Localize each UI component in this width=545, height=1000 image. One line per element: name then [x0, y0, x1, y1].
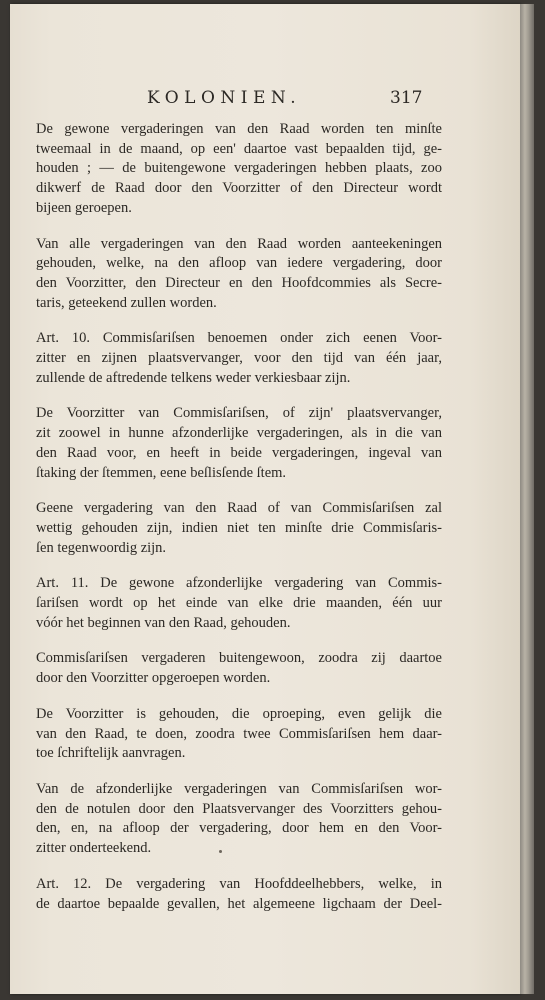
- text-line: van den Raad, te doen, zoodra twee Commisſariſsen hem daar-: [36, 725, 442, 742]
- text-line: Art. 10. Commisſariſsen benoemen onder zich eenen Voor-: [36, 330, 442, 347]
- text-line: ſtaking der ſtemmen, eene beſlisſende ſtem.: [36, 464, 287, 481]
- text-line: gehouden, welke, na den afloop van iedere vergadering, door: [36, 255, 442, 272]
- text-line: ſariſsen wordt op het einde van elke drie maanden, één uur: [36, 595, 442, 612]
- text-line: houden ; — de buitengewone vergaderingen hebben plaats, zoo: [36, 160, 442, 177]
- paragraph-art-12: [36, 875, 442, 914]
- text-line: ſen tegenwoordig zijn.: [36, 539, 167, 556]
- paragraph-1: [36, 120, 442, 219]
- text-line: Van alle vergaderingen van den Raad worden aanteekeningen: [36, 235, 442, 252]
- paragraph-art-10: [36, 329, 442, 388]
- text-line: zullende de aftredende telkens weder verkiesbaar zijn.: [36, 369, 351, 386]
- text-line: taris, geteekend zullen worden.: [36, 294, 217, 311]
- text-line: den Raad voor, en heeft in beide vergaderingen, ingeval van: [36, 444, 442, 461]
- paragraph-4: [36, 404, 442, 483]
- text-line: zitter onderteekend.: [36, 840, 152, 857]
- text-line: tweemaal in de maand, op een' daartoe vast bepaalden tijd, ge-: [36, 140, 442, 157]
- paragraph-7: [36, 649, 442, 688]
- text-line: Art. 12. De vergadering van Hoofddeelhebbers, welke, in: [36, 875, 442, 892]
- ink-speck: [219, 850, 222, 853]
- text-line: den, en, na afloop der vergadering, door hem en den Voor-: [36, 820, 442, 837]
- text-line: Geene vergadering van den Raad of van Commisſariſsen zal: [36, 500, 442, 517]
- paragraph-art-11: [36, 574, 442, 633]
- text-line: den de notulen door den Plaatsvervanger des Voorzitters gehou-: [36, 800, 442, 817]
- text-line: dikwerf de Raad door den Voorzitter of den Directeur wordt: [36, 180, 442, 197]
- paragraph-5: [36, 499, 442, 558]
- text-line: de daartoe bepaalde gevallen, het algemeene ligchaam der Deel-: [36, 895, 442, 912]
- page-header: [10, 88, 520, 112]
- text-line: Commisſariſsen vergaderen buitengewoon, zoodra zij daartoe: [36, 650, 442, 667]
- text-line: wettig gehouden zijn, indien niet ten minſte drie Commisſaris-: [36, 519, 442, 536]
- text-line: Art. 11. De gewone afzonderlijke vergadering van Commis-: [36, 575, 442, 592]
- book-page: [10, 4, 520, 994]
- text-line: De Voorzitter is gehouden, die oproeping, even gelijk die: [36, 705, 442, 722]
- running-head: KOLONIEN.: [147, 88, 302, 108]
- body-text: [36, 120, 442, 930]
- paragraph-9: [36, 780, 442, 859]
- text-line: bijeen geroepen.: [36, 199, 132, 216]
- paragraph-2: [36, 235, 442, 314]
- text-line: zit zoowel in hunne afzonderlijke vergaderingen, als in die van: [36, 425, 442, 442]
- text-line: Van de afzonderlijke vergaderingen van Commisſariſsen wor-: [36, 780, 442, 797]
- text-line: De gewone vergaderingen van den Raad worden ten minſte: [36, 121, 442, 137]
- text-line: door den Voorzitter opgeroepen worden.: [36, 670, 271, 687]
- text-line: den Voorzitter, den Directeur en den Hoofdcommies als Secre-: [36, 274, 442, 291]
- text-line: De Voorzitter van Commisſariſsen, of zijn' plaatsvervanger,: [36, 405, 442, 422]
- text-line: toe ſchriftelijk aanvragen.: [36, 745, 186, 762]
- page-edge: [520, 4, 534, 994]
- text-line: zitter en zijnen plaatsvervanger, voor den tijd van één jaar,: [36, 350, 442, 367]
- text-line: vóór het beginnen van den Raad, gehouden.: [36, 614, 291, 631]
- page-number: 317: [390, 88, 423, 108]
- paragraph-8: [36, 705, 442, 764]
